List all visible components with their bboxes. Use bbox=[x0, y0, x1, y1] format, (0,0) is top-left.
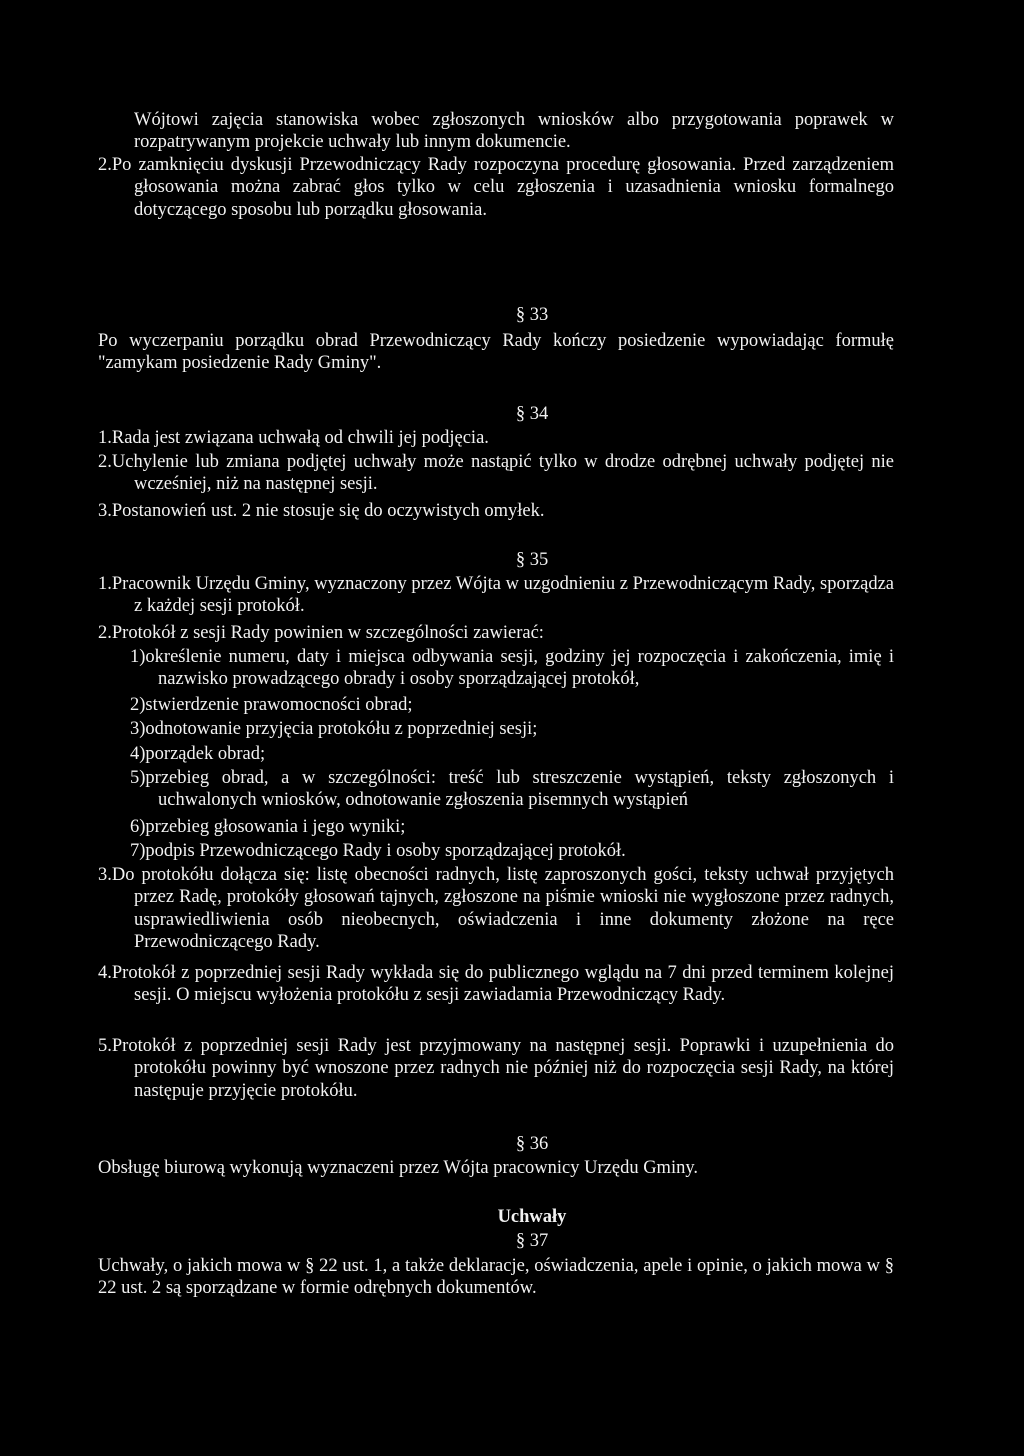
section-heading-34: § 34 bbox=[515, 404, 549, 424]
list-item: 3.Postanowień ust. 2 nie stosuje się do oczywistych omyłek. bbox=[98, 501, 545, 521]
section-37-text: Uchwały, o jakich mowa w § 22 ust. 1, a także deklaracje, oświadczenia, apele i opinie, o jakich mowa w § 22 ust. 2 są sporządzane w formie odrębnych dokumentów. bbox=[98, 1256, 894, 1299]
list-item: 1.Rada jest związana uchwałą od chwili jej podjęcia. bbox=[98, 428, 489, 448]
list-item-2: 2.Protokół z sesji Rady powinien w szczególności zawierać: bbox=[98, 623, 544, 643]
paragraph-continuation: Wójtowi zajęcia stanowiska wobec zgłoszonych wniosków albo przygotowania poprawek w rozpatrywanym projekcie uchwały lub innym dokumencie. bbox=[134, 110, 894, 153]
sub-item: 5)przebieg obrad, a w szczególności: treść lub streszczenie wystąpień, teksty zgłoszonych i uchwalonych wniosków, odnotowanie zgłoszenia pisemnych wystąpień bbox=[130, 768, 894, 811]
sub-item: 1)określenie numeru, daty i miejsca odbywania sesji, godziny jej rozpoczęcia i zakończenia, imię i nazwisko prowadzącego obrady i osoby sporządzającej protokół, bbox=[130, 647, 894, 690]
list-item: 2.Uchylenie lub zmiana podjętej uchwały może nastąpić tylko w drodze odrębnej uchwały podjętej nie wcześniej, niż na następnej sesji. bbox=[98, 452, 894, 495]
section-heading-37: § 37 bbox=[515, 1231, 549, 1251]
list-item-1: 1.Pracownik Urzędu Gminy, wyznaczony przez Wójta w uzgodnieniu z Przewodniczącym Rady, sporządza z każdej sesji protokół. bbox=[98, 574, 894, 617]
sub-item: 2)stwierdzenie prawomocności obrad; bbox=[130, 695, 413, 715]
list-item-2: 2.Po zamknięciu dyskusji Przewodniczący Rady rozpoczyna procedurę głosowania. Przed zarządzeniem głosowania można zabrać głos tylko w celu zgłoszenia i uzasadnienia wniosku formalnego dotyczącego sposobu lub porządku głosowania. bbox=[98, 155, 894, 220]
section-33-text: Po wyczerpaniu porządku obrad Przewodniczący Rady kończy posiedzenie wypowiadając formułę "zamykam posiedzenie Rady Gminy". bbox=[98, 331, 894, 374]
chapter-title: Uchwały bbox=[497, 1207, 567, 1227]
sub-item: 6)przebieg głosowania i jego wyniki; bbox=[130, 817, 406, 837]
sub-item: 4)porządek obrad; bbox=[130, 744, 266, 764]
section-heading-35: § 35 bbox=[515, 550, 549, 570]
sub-item: 3)odnotowanie przyjęcia protokółu z poprzedniej sesji; bbox=[130, 719, 538, 739]
list-item-4: 4.Protokół z poprzedniej sesji Rady wykłada się do publicznego wglądu na 7 dni przed terminem kolejnej sesji. O miejscu wyłożenia protokółu z sesji zawiadamia Przewodniczący Rady. bbox=[98, 963, 894, 1006]
section-heading-36: § 36 bbox=[515, 1134, 549, 1154]
sub-item: 7)podpis Przewodniczącego Rady i osoby sporządzającej protokół. bbox=[130, 841, 626, 861]
section-36-text: Obsługę biurową wykonują wyznaczeni przez Wójta pracownicy Urzędu Gminy. bbox=[98, 1158, 699, 1178]
list-item-5: 5.Protokół z poprzedniej sesji Rady jest przyjmowany na następnej sesji. Poprawki i uzupełnienia do protokółu powinny być wnoszone przez radnych nie później niż do rozpoczęcia sesji Rady, na której następuje przyjęcie protokółu. bbox=[98, 1036, 894, 1101]
list-item-3: 3.Do protokółu dołącza się: listę obecności radnych, listę zaproszonych gości, teksty uchwał przyjętych przez Radę, protokóły głosowań tajnych, zgłoszone na piśmie wnioski nie wygłoszone przez radnych, usprawiedliwienia osób nieobecnych, oświadczenia i inne dokumenty złożone na ręce Przewodniczącego Rady. bbox=[98, 865, 894, 953]
section-heading-33: § 33 bbox=[515, 305, 549, 325]
